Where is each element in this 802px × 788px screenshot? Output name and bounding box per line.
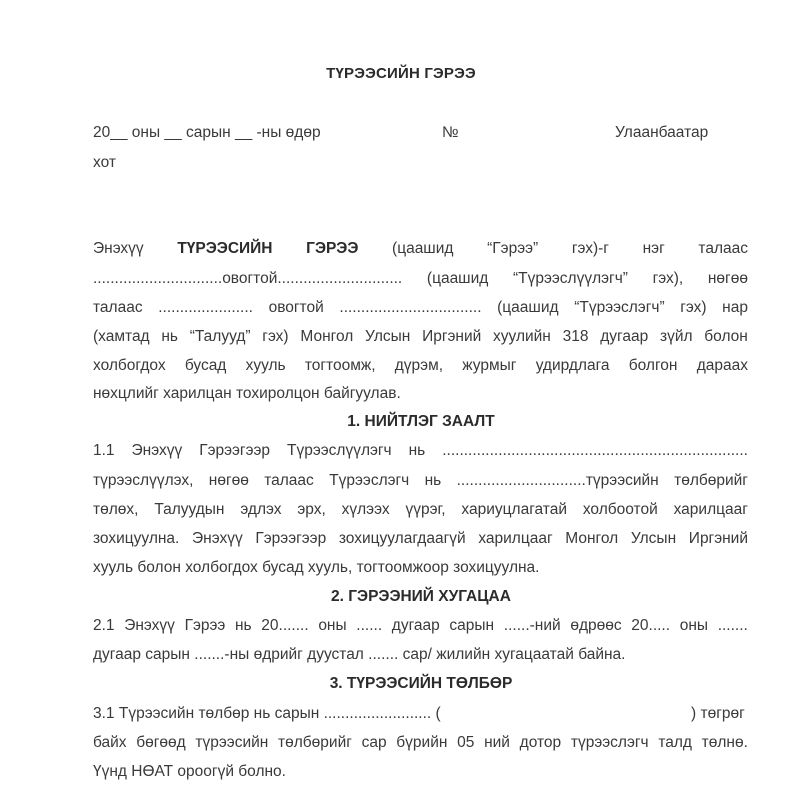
- section-line: зохицуулна. Энэхүү Гэрээгээр зохицуулагдаагүй харилцааг Монгол Улсын Иргэний: [93, 530, 748, 547]
- section-last-line: дугаар сарын .......-ны өдрийг дуустал ....... сар/ жилийн хугацаатай байна.: [93, 646, 626, 663]
- intro-line: ..............................овогтой............................. (цаашид “Түрээслүүлэгч” гэх), нөгөө: [93, 270, 748, 287]
- contract-number-label: №: [442, 124, 459, 141]
- section-heading: 2. ГЭРЭЭНИЙ ХУГАЦАА: [331, 588, 511, 605]
- intro-line: (хамтад нь “Талууд” гэх) Монгол Улсын Иргэний хуулийн 318 дугаар зүйл болон: [93, 328, 748, 345]
- section-line: 2.1 Энэхүү Гэрээ нь 20....... оны ...... дугаар сарын ......-ний өдрөөс 20..... оны .......: [93, 617, 748, 634]
- city-suffix: хот: [93, 154, 116, 171]
- title-inline-bold-1: ТҮРЭЭСИЙН: [177, 240, 273, 257]
- city-name: Улаанбаатар: [615, 124, 709, 141]
- date-line: 20__ оны __ сарын __ -ны өдөр: [93, 124, 321, 141]
- intro-line: холбогдох бусад хууль тогтоомж, дүрэм, журмыг удирдлага болгон дараах: [93, 357, 748, 374]
- section-last-line: хууль болон холбогдох бусад хууль, тогтоомжоор зохицуулна.: [93, 559, 540, 576]
- intro-line: талаас ...................... овогтой ................................. (цаашид “Түрээслэгч” гэх) нар: [93, 299, 748, 316]
- intro-line: Энэхүү ТҮРЭЭСИЙН ГЭРЭЭ (цаашид “Гэрээ” гэх)-г нэг талаас: [93, 240, 748, 257]
- section-heading: 3. ТҮРЭЭСИЙН ТӨЛБӨР: [329, 675, 513, 692]
- rent-amount-line: 3.1 Түрээсийн төлбөр нь сарын ......................... (: [93, 705, 441, 722]
- section-line: төлөх, Талуудын эдлэх эрх, хүлээх үүрэг, хариуцлагатай холбоотой харилцааг: [93, 501, 748, 518]
- intro-last-line: нөхцлийг харилцан тохиролцон байгуулав.: [93, 385, 401, 402]
- section-heading: 1. НИЙТЛЭГ ЗААЛТ: [347, 413, 495, 430]
- section-last-line: Үүнд НӨАТ ороогүй болно.: [93, 763, 286, 780]
- document-title: ТҮРЭЭСИЙН ГЭРЭЭ: [326, 65, 476, 82]
- title-inline-bold-2: ГЭРЭЭ: [306, 240, 359, 257]
- currency-label: ) төгрөг: [691, 705, 745, 722]
- section-line: байх бөгөөд түрээсийн төлбөрийг сар бүрийн 05 ний дотор түрээслэгч талд төлнө.: [93, 734, 748, 751]
- section-line: 1.1 Энэхүү Гэрээгээр Түрээслүүлэгч нь .......................................................................: [93, 442, 748, 459]
- section-line: түрээслүүлэх, нөгөө талаас Түрээслэгч нь ..............................түрээсийн төлбөрийг: [93, 472, 748, 489]
